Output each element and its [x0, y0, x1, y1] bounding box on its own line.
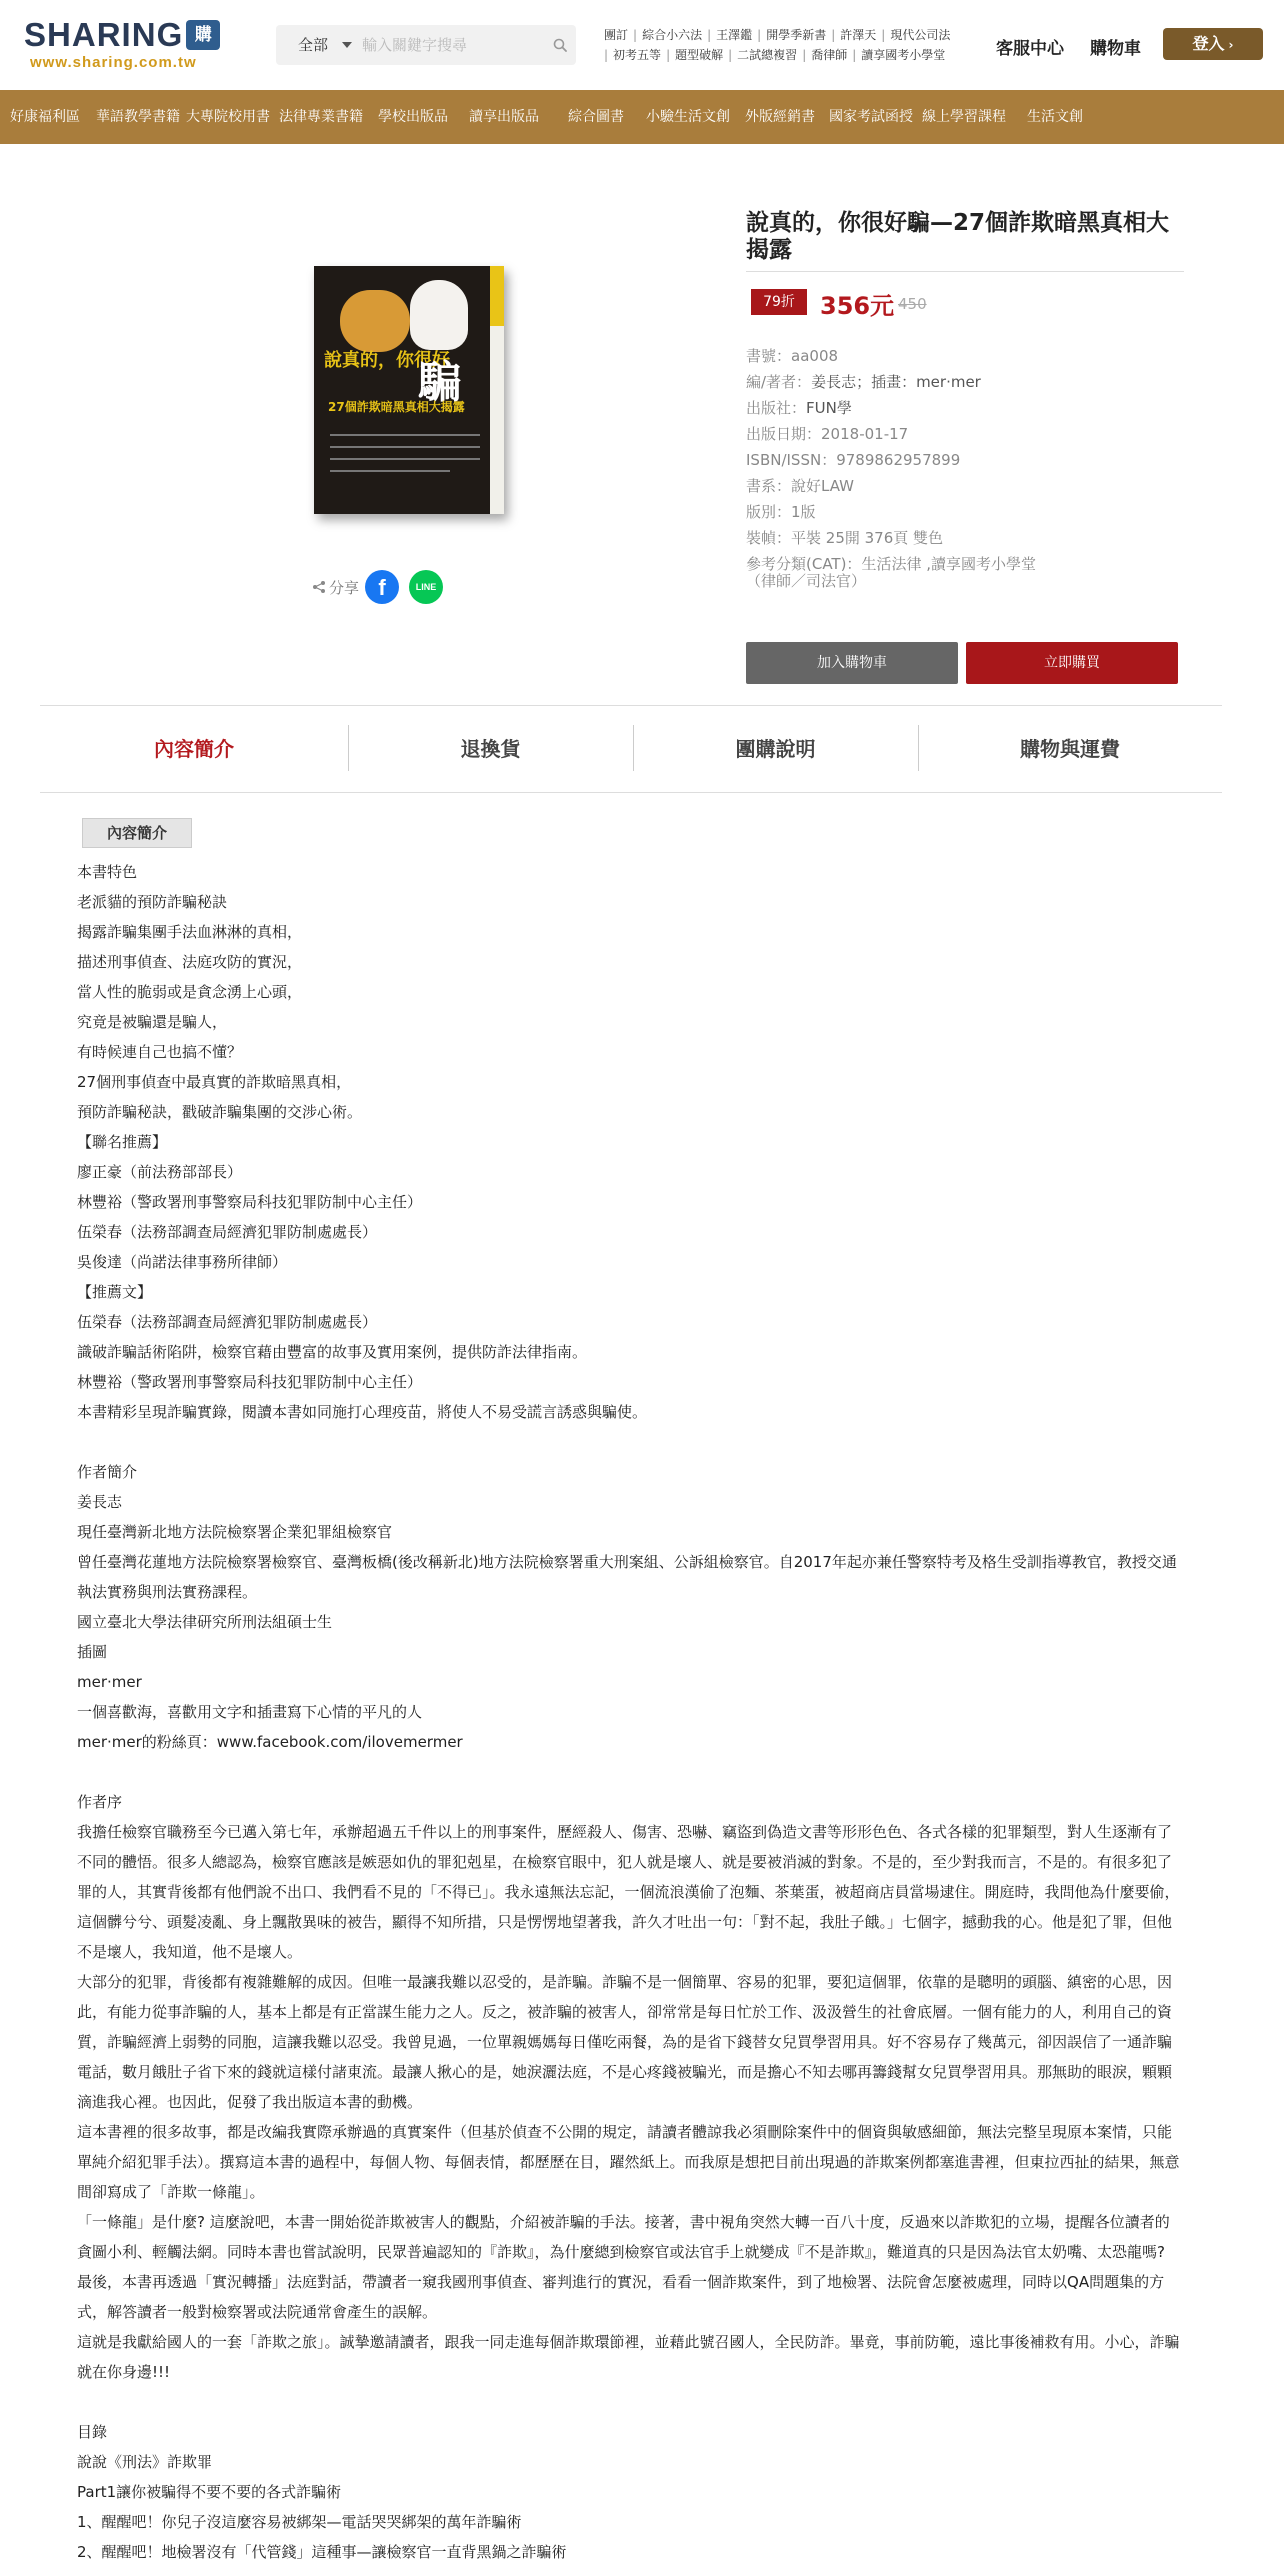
tabs-top-border — [40, 705, 1222, 706]
description-paragraph: 究竟是被騙還是騙人， — [77, 1013, 228, 1031]
info-label: 裝幀： — [746, 529, 792, 547]
info-label: 參考分類(CAT)： — [746, 555, 862, 573]
info-value: 姜長志；插畫：mer·mer — [811, 373, 981, 391]
description-body — [77, 857, 1181, 2567]
nav-item[interactable]: 外版經銷書 — [745, 109, 815, 125]
info-value: aa008 — [791, 347, 839, 365]
quick-link-divider: | — [881, 28, 886, 42]
info-label: 出版日期： — [746, 425, 822, 443]
quick-link-divider: | — [728, 48, 733, 62]
logo-letter: N — [131, 16, 157, 53]
paragraph-gap — [77, 1757, 1181, 1787]
tab-returns[interactable]: 退換貨 — [460, 737, 521, 761]
share-bar — [312, 570, 443, 604]
description-paragraph: 「一條龍」是什麼? 這麼說吧，本書一開始從詐欺被害人的觀點，介紹被詐騙的手法。接著，書中視角突然大轉一百八十度，反過來以詐欺犯的立場，提醒各位讀者的貪圖小利、輕觸法網。同時本書也嘗試說明，民眾普遍認知的『詐欺』，為什麼總到檢察官或法官手上就變成『不是詐欺』，難道真的只是因為法官太奶嘴、太恐龍嗎? 最後，本書再透過「實況轉播」法庭對話，帶讀者一窺我國刑事偵查、審判進行的實況，看看一個詐欺案件，到了地檢署、法院會怎麼被處理，同時以QA問題集的方式，解答讀者一般對檢察署或法院通常會產生的誤解。 — [77, 2213, 1170, 2321]
cover-big-character: 騙 — [418, 357, 462, 408]
cover-spine-band — [490, 266, 504, 326]
paragraph-gap — [77, 2387, 1181, 2417]
customer-service-link[interactable]: 客服中心 — [996, 39, 1064, 59]
description-paragraph: 廖正豪（前法務部部長） — [77, 1163, 243, 1181]
facebook-icon[interactable]: f — [365, 570, 399, 604]
sale-price: 356元 — [820, 292, 895, 320]
quick-link-divider: | — [802, 48, 807, 62]
description-paragraph: mer·mer — [77, 1673, 142, 1691]
quick-link[interactable]: 題型破解 — [675, 48, 724, 62]
search-icon[interactable] — [553, 38, 567, 52]
logo-wordmark — [24, 18, 246, 52]
quick-link[interactable]: 王澤鑑 — [716, 28, 753, 42]
description-paragraph: 【推薦文】 — [77, 1283, 153, 1301]
category-links[interactable]: 生活法律 ,讀享國考小學堂（律師／司法官） — [746, 555, 1036, 590]
logo-url: www.sharing.com.tw — [30, 54, 197, 71]
tab-description[interactable]: 內容簡介 — [154, 737, 234, 761]
info-value: FUN學 — [806, 399, 852, 417]
description-paragraph: 【聯名推薦】 — [77, 1133, 168, 1151]
login-button[interactable] — [1163, 28, 1263, 60]
description-paragraph: 林豐裕（警政署刑事警察局科技犯罪防制中心主任） — [77, 1373, 423, 1391]
tab-group-purchase[interactable]: 團購說明 — [735, 737, 816, 761]
quick-link[interactable]: 喬律師 — [811, 48, 848, 62]
description-paragraph: 伍榮春（法務部調查局經濟犯罪防制處處長） — [77, 1313, 378, 1331]
share-label: 分享 — [329, 578, 360, 597]
cover-title: 說真的，你很好 — [324, 350, 450, 371]
quick-link-divider: | — [852, 48, 857, 62]
quick-links — [604, 25, 951, 65]
nav-item[interactable]: 大專院校用書 — [186, 109, 270, 125]
nav-item[interactable]: 小驗生活文創 — [646, 109, 730, 125]
info-row — [746, 369, 1046, 395]
info-row — [746, 473, 1046, 499]
cover-subtitle: 27個詐欺暗黑真相大揭露 — [328, 400, 465, 414]
title-divider — [746, 271, 1184, 272]
quick-link-divider: | — [633, 28, 638, 42]
description-paragraph: 林豐裕（警政署刑事警察局科技犯罪防制中心主任） — [77, 1193, 423, 1211]
add-to-cart-button[interactable]: 加入購物車 — [746, 642, 958, 684]
info-label: 編/著者： — [746, 373, 812, 391]
quick-link-divider: | — [757, 28, 762, 42]
logo-letter: A — [71, 16, 97, 53]
description-paragraph: 2、醒醒吧！地檢署沒有「代管錢」這種事—讓檢察官一直背黑鍋之詐騙術 — [77, 2543, 567, 2561]
quick-link[interactable]: 開學季新書 — [766, 28, 827, 42]
info-value: 說好LAW — [791, 477, 854, 495]
description-paragraph: 說說《刑法》詐欺罪 — [77, 2453, 213, 2471]
description-paragraph: 1、醒醒吧！你兒子沒這麼容易被綁架—電話哭哭綁架的萬年詐騙術 — [77, 2513, 522, 2531]
info-value: 1版 — [791, 503, 816, 521]
logo-letter: S — [24, 16, 48, 53]
product-title: 說真的，你很好騙—27個詐欺暗黑真相大揭露 — [746, 210, 1170, 263]
quick-link-divider: | — [604, 48, 609, 62]
info-value: 2018-01-17 — [821, 425, 909, 443]
description-paragraph: 揭露詐騙集團手法血淋淋的真相， — [77, 923, 303, 941]
description-paragraph: 現任臺灣新北地方法院檢察署企業犯罪組檢察官 — [77, 1523, 393, 1541]
description-paragraph: 一個喜歡海，喜歡用文字和插畫寫下心情的平凡的人 — [77, 1703, 423, 1721]
description-paragraph: 姜長志 — [77, 1493, 123, 1511]
description-paragraph: 曾任臺灣花蓮地方法院檢察署檢察官、臺灣板橋(後改稱新北)地方法院檢察署重大刑案組、公訴組檢察官。自2017年起亦兼任警察特考及格生受訓指導教官，教授交通執法實務與刑法實務課程。 — [77, 1553, 1177, 1601]
nav-item[interactable]: 好康福利區 — [10, 109, 80, 125]
quick-link-divider: | — [666, 48, 671, 62]
description-paragraph: 吳俊達（尚諾法律事務所律師） — [77, 1253, 288, 1271]
quick-link[interactable]: 讀享國考小學堂 — [861, 48, 946, 62]
quick-link-divider: | — [707, 28, 712, 42]
tabs-bottom-border — [40, 792, 1222, 793]
description-paragraph: 預防詐騙秘訣，戳破詐騙集團的交涉心術。 — [77, 1103, 363, 1121]
search-bar — [276, 25, 576, 65]
nav-item[interactable]: 法律專業書籍 — [279, 109, 363, 125]
nav-item[interactable]: 綜合圖書 — [568, 109, 624, 125]
original-price: 450 — [898, 295, 927, 313]
book-cover-image[interactable] — [314, 266, 504, 514]
info-value: 9789862957899 — [836, 451, 961, 469]
quick-link-divider: | — [831, 28, 836, 42]
quick-links-row — [604, 25, 951, 45]
quick-link[interactable]: 團訂 — [604, 28, 629, 42]
search-category-select[interactable] — [276, 25, 362, 65]
discount-badge: 79折 — [751, 289, 807, 315]
quick-link[interactable]: 二試總複習 — [737, 48, 798, 62]
description-paragraph: 目錄 — [77, 2423, 108, 2441]
cover-text-line — [330, 434, 480, 436]
description-paragraph: 國立臺北大學法律研究所刑法組碩士生 — [77, 1613, 333, 1631]
paragraph-gap — [77, 1427, 1181, 1457]
info-row — [746, 395, 1046, 421]
info-label: ISBN/ISSN： — [746, 451, 837, 469]
info-row — [746, 447, 1046, 473]
nav-item[interactable]: 國家考試函授 — [829, 109, 913, 125]
site-logo[interactable] — [24, 18, 246, 70]
description-paragraph: 作者簡介 — [77, 1463, 138, 1481]
quick-link[interactable]: 綜合小六法 — [642, 28, 703, 42]
description-paragraph: 這本書裡的很多故事，都是改編我實際承辦過的真實案件（但基於偵查不公開的規定，請讀者體諒我必須刪除案件中的個資與敏感細節，無法完整呈現原本案情，只能單純介紹犯罪手法）。撰寫這本書的過程中，每個人物、每個表情，都歷歷在目，躍然紙上。而我原是想把目前出現過的詐欺案例都塞進書裡，但東拉西扯的結果，無意間卻寫成了「詐欺一條龍」。 — [77, 2123, 1180, 2201]
info-label: 版別： — [746, 503, 792, 521]
info-row — [746, 525, 1046, 551]
nav-item[interactable]: 學校出版品 — [378, 109, 448, 125]
nav-item[interactable]: 華語教學書籍 — [96, 109, 180, 125]
search-category-value: 全部 — [298, 36, 329, 54]
buy-now-button[interactable]: 立即購買 — [966, 642, 1178, 684]
info-row — [746, 343, 1046, 369]
nav-item[interactable]: 讀享出版品 — [469, 109, 539, 125]
dog-illustration — [340, 290, 410, 352]
description-paragraph: 本書精彩呈現詐騙實錄，閱讀本書如同施打心理疫苗，將使人不易受謊言誘惑與騙使。 — [77, 1403, 648, 1421]
site-header — [0, 0, 1284, 90]
category-navbar — [0, 90, 1284, 144]
description-paragraph: 有時候連自己也搞不懂？ — [77, 1043, 243, 1061]
bunny-illustration — [410, 280, 468, 350]
logo-badge: 購 — [186, 20, 220, 50]
info-row — [746, 499, 1046, 525]
quick-link[interactable]: 許澤天 — [840, 28, 877, 42]
info-value: 平裝 25開 376頁 雙色 — [791, 529, 944, 547]
description-paragraph: 作者序 — [77, 1793, 123, 1811]
logo-letter: I — [121, 16, 132, 53]
info-label: 書號： — [746, 347, 792, 365]
nav-item[interactable]: 生活文創 — [1027, 109, 1083, 125]
description-paragraph: mer·mer的粉絲頁：www.facebook.com/ilovemermer — [77, 1733, 463, 1751]
description-paragraph: 當人性的脆弱或是貪念湧上心頭， — [77, 983, 303, 1001]
cover-text-line — [330, 446, 480, 448]
quick-links-row — [604, 45, 944, 65]
description-paragraph: 27個刑事偵查中最真實的詐欺暗黑真相， — [77, 1073, 352, 1091]
line-icon[interactable]: LINE — [409, 570, 443, 604]
nav-item[interactable]: 線上學習課程 — [922, 109, 1006, 125]
description-paragraph: Part1讓你被騙得不要不要的各式詐騙術 — [77, 2483, 342, 2501]
logo-letter: H — [47, 16, 72, 53]
info-row — [746, 421, 1046, 447]
logo-letter: R — [96, 16, 122, 53]
quick-link[interactable]: 初考五等 — [613, 48, 662, 62]
chevron-down-icon — [342, 42, 352, 48]
info-label: 書系： — [746, 477, 792, 495]
info-label: 出版社： — [746, 399, 807, 417]
quick-link[interactable]: 現代公司法 — [890, 28, 951, 42]
description-paragraph: 識破詐騙話術陷阱，檢察官藉由豐富的故事及實用案例，提供防詐法律指南。 — [77, 1343, 588, 1361]
description-paragraph: 伍榮春（法務部調查局經濟犯罪防制處處長） — [77, 1223, 378, 1241]
share-icon — [312, 580, 326, 594]
description-paragraph: 本書特色 — [77, 863, 138, 881]
section-label: 內容簡介 — [82, 818, 192, 848]
tab-shipping[interactable]: 購物與運費 — [1020, 737, 1120, 761]
description-paragraph: 老派貓的預防詐騙秘訣 — [77, 893, 228, 911]
login-label: 登入 — [1192, 34, 1225, 53]
chevron-right-icon: › — [1228, 38, 1234, 52]
cover-text-line — [330, 458, 480, 460]
description-paragraph: 描述刑事偵查、法庭攻防的實況， — [77, 953, 303, 971]
logo-letter: G — [156, 16, 184, 53]
description-paragraph: 插圖 — [77, 1643, 108, 1661]
info-row-category — [746, 551, 1046, 591]
description-paragraph: 這就是我獻給國人的一套「詐欺之旅」。誠摯邀請讀者，跟我一同走進每個詐欺環節裡，並藉此號召國人，全民防詐。畢竟，事前防範，遠比事後補救有用。小心，詐騙就在你身邊!!! — [77, 2333, 1180, 2381]
description-paragraph: 大部分的犯罪，背後都有複雜難解的成因。但唯一最讓我難以忍受的，是詐騙。詐騙不是一個簡單、容易的犯罪，要犯這個罪，依靠的是聰明的頭腦、縝密的心思，因此，有能力從事詐騙的人，基本上都是有正當謀生能力之人。反之，被詐騙的被害人，卻常常是每日忙於工作、汲汲營生的社會底層。一個有能力的人，利用自己的資質，詐騙經濟上弱勢的同胞，這讓我難以忍受。我曾見過，一位單親媽媽每日僅吃兩餐，為的是省下錢替女兒買學習用具。好不容易存了幾萬元，卻因誤信了一通詐騙電話，數月餓肚子省下來的錢就這樣付諸東流。最讓人揪心的是，她淚灑法庭，不是心疼錢被騙光，而是擔心不知去哪再籌錢幫女兒買學習用具。那無助的眼淚，顆顆滴進我心裡。也因此，促發了我出版這本書的動機。 — [77, 1973, 1173, 2111]
cart-link[interactable]: 購物車 — [1090, 39, 1141, 59]
product-info-list — [746, 343, 1046, 591]
search-input[interactable] — [362, 31, 528, 59]
cover-text-line — [330, 470, 450, 472]
description-paragraph: 我擔任檢察官職務至今已邁入第七年，承辦超過五千件以上的刑事案件，歷經殺人、傷害、恐嚇、竊盜到偽造文書等形形色色、各式各樣的犯罪類型，對人生逐漸有了不同的體悟。很多人總認為，檢察官應該是嫉惡如仇的罪犯剋星，在檢察官眼中，犯人就是壞人、就是要被消滅的對象。不是的，至少對我而言，不是的。有很多犯了罪的人，其實背後都有他們說不出口、我們看不見的「不得已」。我永遠無法忘記，一個流浪漢偷了泡麵、茶葉蛋，被超商店員當場逮住。開庭時，我問他為什麼要偷，這個髒兮兮、頭髮凌亂、身上飄散異味的被告，顯得不知所措，只是愣愣地望著我，許久才吐出一句：「對不起，我肚子餓。」七個字，撼動我的心。他是犯了罪，但他不是壞人，我知道，他不是壞人。 — [77, 1823, 1180, 1961]
